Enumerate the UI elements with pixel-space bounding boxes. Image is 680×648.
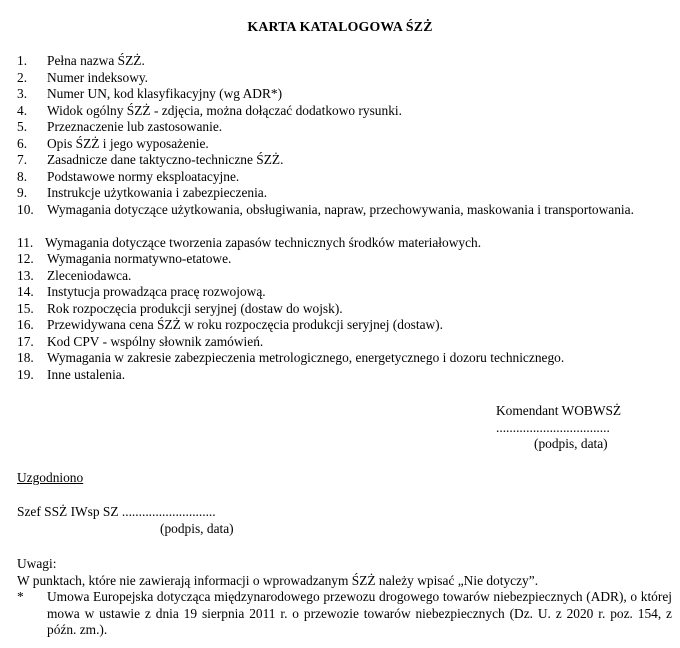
item-number: 12.	[17, 251, 34, 266]
item-text: Kod CPV - wspólny słownik zamówień.	[47, 333, 264, 349]
item-text: Przeznaczenie lub zastosowanie.	[47, 119, 223, 134]
agreed-heading: Uzgodniono	[17, 470, 84, 485]
list-item	[17, 301, 672, 318]
chief-signature-block	[17, 504, 234, 537]
item-number: 3.	[17, 86, 28, 101]
item-text: Zasadnicze dane taktyczno-techniczne ŚZŻ.	[47, 152, 284, 167]
item-number: 17.	[17, 333, 34, 349]
list-item	[17, 251, 672, 268]
item-number: 9.	[17, 185, 28, 200]
item-number: 11.	[17, 234, 34, 250]
item-number: 18.	[17, 350, 34, 365]
item-number: 16.	[17, 317, 34, 332]
item-number: 13.	[17, 267, 34, 283]
signature-line: ..................................	[496, 419, 610, 435]
item-number: 4.	[17, 102, 28, 118]
item-text: Instrukcje użytkowania i zabezpieczenia.	[47, 185, 268, 200]
list-item	[17, 152, 672, 169]
items-list	[17, 53, 672, 383]
footnote	[17, 589, 672, 639]
notes-heading: Uwagi:	[17, 556, 57, 571]
document-title: KARTA KATALOGOWA ŚZŻ	[247, 19, 433, 34]
item-text: Przewidywana cena ŚZŻ w roku rozpoczęcia produkcji seryjnej (dostaw).	[47, 317, 443, 332]
item-number: 15.	[17, 300, 34, 316]
notes-section	[17, 556, 672, 639]
list-item	[17, 53, 672, 70]
item-text: Widok ogólny ŚZŻ - zdjęcia, można dołączać dodatkowo rysunki.	[47, 102, 402, 118]
list-item	[17, 185, 672, 202]
footnote-mark: *	[17, 589, 24, 604]
chief-signature-line: Szef SSŻ IWsp SZ ............................	[17, 504, 216, 519]
list-item	[17, 350, 672, 367]
item-text: Instytucja prowadząca pracę rozwojową.	[47, 284, 266, 299]
item-number: 7.	[17, 152, 28, 167]
commander-signature-block	[496, 403, 676, 453]
list-item	[17, 334, 672, 351]
footnote-text: Umowa Europejska dotycząca międzynarodowego przewozu drogowego towarów niebezpiecznych (ADR), o której mowa w ustawie z dnia 19 sierpnia 2011 r. o przewozie towarów niebezpiecznych (Dz. U. z 2020 r. poz. 154, z późn. zm.).	[47, 589, 672, 637]
item-text: Wymagania dotyczące użytkowania, obsługiwania, napraw, przechowywania, maskowania i transportowania.	[47, 201, 634, 217]
list-item	[17, 268, 672, 285]
list-item	[17, 70, 672, 87]
item-text: Rok rozpoczęcia produkcji seryjnej (dostaw do wojsk).	[47, 300, 343, 316]
item-text: Numer indeksowy.	[47, 69, 149, 85]
item-text: Inne ustalenia.	[47, 366, 126, 382]
commander-role: Komendant WOBWSŻ	[496, 403, 622, 418]
item-text: Wymagania normatywno-etatowe.	[47, 251, 232, 266]
notes-line: W punktach, które nie zawierają informacji o wprowadzanym ŚZŻ należy wpisać „Nie dotyczy”.	[17, 572, 539, 588]
list-item	[17, 317, 672, 334]
item-text: Wymagania dotyczące tworzenia zapasów technicznych środków materiałowych.	[45, 234, 482, 250]
item-text: Podstawowe normy eksploatacyjne.	[47, 168, 240, 184]
item-text: Pełna nazwa ŚZŻ.	[47, 53, 145, 68]
item-number: 14.	[17, 284, 34, 299]
list-item	[17, 235, 672, 252]
item-number: 1.	[17, 53, 28, 68]
item-number: 5.	[17, 119, 28, 134]
list-item	[17, 119, 672, 136]
list-item	[17, 284, 672, 301]
item-number: 8.	[17, 168, 28, 184]
item-number: 19.	[17, 366, 34, 382]
item-text: Zleceniodawca.	[47, 267, 132, 283]
list-item	[17, 136, 672, 153]
chief-signature-caption: (podpis, data)	[160, 520, 234, 536]
item-number: 10.	[17, 201, 34, 217]
list-item	[17, 169, 672, 186]
list-item	[17, 86, 672, 103]
list-item	[17, 367, 672, 384]
list-item	[17, 202, 672, 235]
item-number: 6.	[17, 135, 28, 151]
item-number: 2.	[17, 69, 28, 85]
item-text: Opis ŚZŻ i jego wyposażenie.	[47, 135, 209, 151]
item-text: Wymagania w zakresie zabezpieczenia metrologicznego, energetycznego i dozoru technicznego.	[47, 350, 565, 365]
item-text: Numer UN, kod klasyfikacyjny (wg ADR*)	[47, 86, 283, 101]
signature-caption: (podpis, data)	[534, 436, 608, 451]
list-item	[17, 103, 672, 120]
